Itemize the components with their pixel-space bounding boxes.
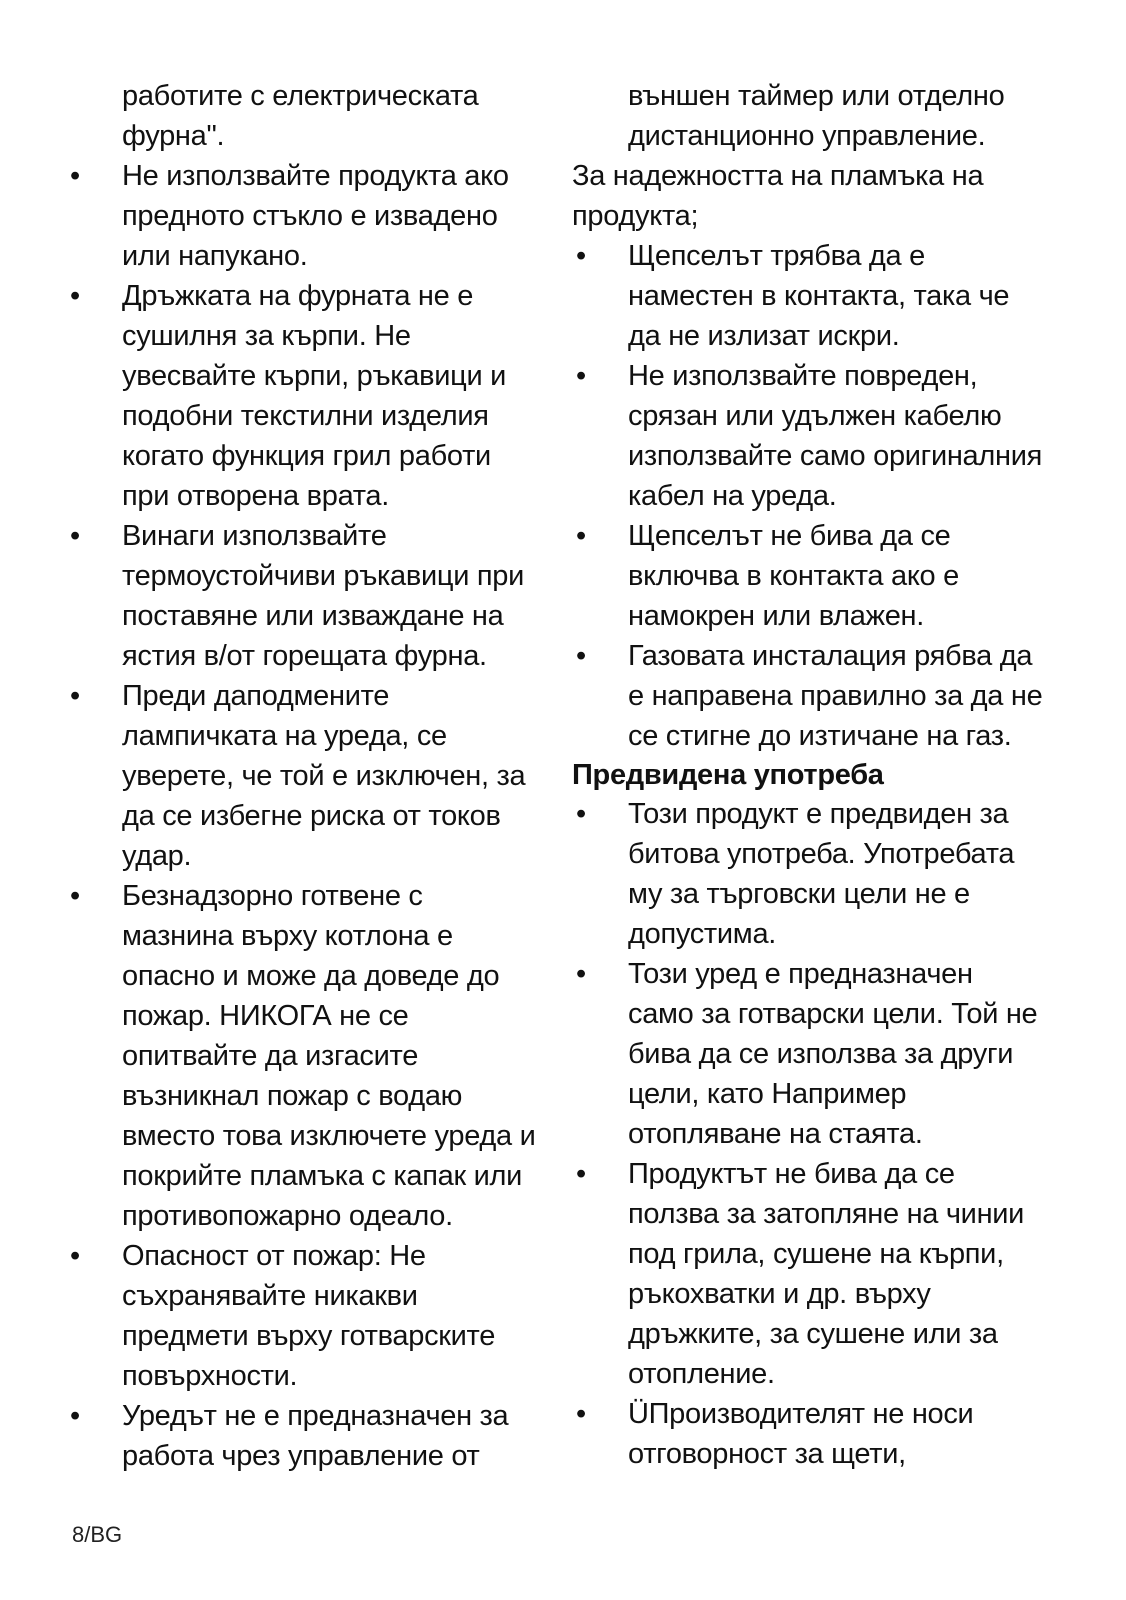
bullet-line: [572, 516, 1072, 556]
bullet-item: [572, 794, 1072, 954]
line-text: бива да се използва за други: [628, 1038, 1014, 1070]
line-text: сушилня за кърпи. Не: [122, 320, 411, 352]
right-column: [572, 76, 1072, 1474]
bullet-line: [66, 1156, 546, 1196]
bullet-line: [66, 1036, 546, 1076]
line-text: Преди даподмените: [122, 680, 390, 712]
bullet-line: [572, 794, 1072, 834]
bullet-line: [66, 1356, 546, 1396]
bullet-marker: •: [576, 798, 586, 830]
line-text: противопожарно одеало.: [122, 1200, 453, 1232]
bullet-line: [572, 1074, 1072, 1114]
line-text: Опасност от пожар: Не: [122, 1240, 426, 1272]
bullet-line: [66, 236, 546, 276]
bullet-line: [66, 836, 546, 876]
bullet-line: [66, 996, 546, 1036]
continuation-text: [572, 76, 1072, 156]
bullet-line: [572, 1034, 1072, 1074]
line-text: уверете, че той е изключен, за: [122, 760, 526, 792]
line-text: наместен в контакта, така че: [628, 280, 1010, 312]
bullet-line: [572, 1154, 1072, 1194]
line-text: подобни текстилни изделия: [122, 400, 489, 432]
bullet-marker: •: [70, 160, 80, 192]
bullet-line: [572, 1114, 1072, 1154]
bullet-marker: •: [576, 640, 586, 672]
bullet-marker: •: [70, 280, 80, 312]
line-text: Продуктът не бива да се: [628, 1158, 955, 1190]
bullet-line: [66, 796, 546, 836]
bullet-marker: •: [576, 240, 586, 272]
paragraph-line: [572, 196, 1072, 236]
bullet-line: [66, 916, 546, 956]
line-text: предното стъкло е извадено: [122, 200, 498, 232]
line-text: да не излизат искри.: [628, 320, 900, 352]
line-text: при отворена врата.: [122, 480, 389, 512]
bullet-item: [572, 516, 1072, 636]
line-text: фурна".: [122, 120, 225, 152]
line-text: покрийте пламъка с капак или: [122, 1160, 523, 1192]
continuation-line: [572, 76, 1072, 116]
line-text: допустима.: [628, 918, 777, 950]
bullet-line: [66, 596, 546, 636]
line-text: работа чрез управление от: [122, 1440, 480, 1472]
line-text: отопление.: [628, 1358, 775, 1390]
section-heading: [572, 756, 1072, 794]
bullet-line: [66, 1436, 546, 1476]
line-text: работите с електрическата: [122, 80, 479, 112]
bullet-line: [66, 1396, 546, 1436]
line-text: термоустойчиви ръкавици при: [122, 560, 524, 592]
bullet-line: [572, 436, 1072, 476]
bullet-line: [572, 716, 1072, 756]
bullet-line: [572, 636, 1072, 676]
line-text: повърхности.: [122, 1360, 298, 1392]
line-text: Газовата инсталация рябва да: [628, 640, 1033, 672]
line-text: опасно и може да доведе до: [122, 960, 500, 992]
bullet-item: [66, 516, 546, 676]
bullet-marker: •: [70, 880, 80, 912]
bullet-line: [66, 396, 546, 436]
paragraph: [572, 156, 1072, 236]
line-text: когато функция грил работи: [122, 440, 491, 472]
line-text: само за готварски цели. Той не: [628, 998, 1038, 1030]
bullet-item: [66, 156, 546, 276]
bullet-line: [66, 1236, 546, 1276]
bullet-line: [572, 676, 1072, 716]
bullet-marker: •: [576, 958, 586, 990]
line-text: ползва за затопляне на чинии: [628, 1198, 1025, 1230]
bullet-line: [572, 316, 1072, 356]
line-text: битова употреба. Употребата: [628, 838, 1015, 870]
bullet-line: [572, 1194, 1072, 1234]
line-text: пожар. НИКОГА не се: [122, 1000, 409, 1032]
line-text: опитвайте да изгасите: [122, 1040, 419, 1072]
line-text: се стигне до изтичане на газ.: [628, 720, 1012, 752]
bullet-line: [572, 874, 1072, 914]
line-text: му за търговски цели не е: [628, 878, 970, 910]
line-text: дръжките, за сушене или за: [628, 1318, 998, 1350]
line-text: използвайте само оригиналния: [628, 440, 1043, 472]
line-text: Винаги използвайте: [122, 520, 387, 552]
bullet-line: [572, 356, 1072, 396]
bullet-line: [572, 834, 1072, 874]
bullet-line: [572, 1394, 1072, 1434]
bullet-line: [66, 156, 546, 196]
bullet-line: [66, 276, 546, 316]
line-text: да се избегне риска от токов: [122, 800, 501, 832]
bullet-line: [572, 1274, 1072, 1314]
line-text: мазнина върху котлона е: [122, 920, 453, 952]
bullet-line: [572, 1234, 1072, 1274]
line-text: Безнадзорно готвене с: [122, 880, 423, 912]
bullet-line: [572, 954, 1072, 994]
line-text: предмети върху готварските: [122, 1320, 496, 1352]
line-text: Не използвайте повреден,: [628, 360, 978, 392]
left-column: [66, 76, 546, 1476]
bullet-line: [66, 196, 546, 236]
bullet-item: [572, 1154, 1072, 1394]
line-text: удар.: [122, 840, 192, 872]
line-text: ÜПроизводителят не носи: [628, 1398, 974, 1430]
line-text: намокрен или влажен.: [628, 600, 924, 632]
line-text: увесвайте кърпи, ръкавици и: [122, 360, 506, 392]
bullet-line: [66, 1316, 546, 1356]
line-text: под грила, сушене на кърпи,: [628, 1238, 1004, 1270]
line-text: За надежността на пламъка на: [572, 160, 984, 192]
bullet-line: [66, 956, 546, 996]
bullet-line: [66, 316, 546, 356]
line-text: Уредът не е предназначен за: [122, 1400, 509, 1432]
bullet-item: [66, 876, 546, 1236]
bullet-marker: •: [576, 520, 586, 552]
heading-text: [572, 756, 1072, 794]
line-text: е направена правилно за да не: [628, 680, 1043, 712]
bullet-line: [572, 276, 1072, 316]
line-text: вместо това изключете уреда и: [122, 1120, 536, 1152]
line-text: продукта;: [572, 200, 699, 232]
line-text: срязан или удължен кабелю: [628, 400, 1002, 432]
bullet-line: [66, 1196, 546, 1236]
bullet-line: [572, 994, 1072, 1034]
line-text: ястия в/от горещата фурна.: [122, 640, 487, 672]
line-text: лампичката на уреда, се: [122, 720, 447, 752]
bullet-line: [66, 556, 546, 596]
line-text: Щепселът не бива да се: [628, 520, 951, 552]
line-text: Предвидена употреба: [572, 759, 884, 791]
bullet-line: [572, 476, 1072, 516]
bullet-marker: •: [70, 1240, 80, 1272]
line-text: или напукано.: [122, 240, 308, 272]
bullet-item: [572, 1394, 1072, 1474]
line-text: поставяне или изваждане на: [122, 600, 504, 632]
line-text: включва в контакта ако е: [628, 560, 959, 592]
line-text: кабел на уреда.: [628, 480, 837, 512]
line-text: отопляване на стаята.: [628, 1118, 923, 1150]
bullet-item: [572, 356, 1072, 516]
bullet-line: [572, 914, 1072, 954]
bullet-line: [572, 1314, 1072, 1354]
bullet-item: [66, 676, 546, 876]
bullet-line: [572, 1434, 1072, 1474]
bullet-line: [66, 876, 546, 916]
bullet-line: [66, 1116, 546, 1156]
bullet-line: [66, 1276, 546, 1316]
line-text: дистанционно управление.: [628, 120, 986, 152]
continuation-text: [66, 76, 546, 156]
bullet-item: [572, 954, 1072, 1154]
line-text: възникнал пожар с водаю: [122, 1080, 463, 1112]
line-text: Дръжката на фурната не е: [122, 280, 474, 312]
bullet-marker: •: [70, 680, 80, 712]
line-text: ръкохватки и др. върху: [628, 1278, 931, 1310]
line-text: съхранявайте никакви: [122, 1280, 418, 1312]
bullet-item: [66, 276, 546, 516]
line-text: Щепселът трябва да е: [628, 240, 925, 272]
line-text: цели, като Например: [628, 1078, 907, 1110]
bullet-item: [66, 1236, 546, 1396]
page-number: 8/BG: [72, 1522, 123, 1547]
line-text: Не използвайте продукта ако: [122, 160, 509, 192]
bullet-line: [66, 436, 546, 476]
bullet-item: [572, 636, 1072, 756]
bullet-item: [572, 236, 1072, 356]
continuation-line: [66, 116, 546, 156]
bullet-line: [572, 1354, 1072, 1394]
line-text: Този уред е предназначен: [628, 958, 973, 990]
bullet-marker: •: [576, 1158, 586, 1190]
paragraph-line: [572, 156, 1072, 196]
bullet-marker: •: [576, 360, 586, 392]
bullet-marker: •: [70, 520, 80, 552]
line-text: отговорност за щети,: [628, 1438, 906, 1470]
continuation-line: [572, 116, 1072, 156]
bullet-line: [66, 676, 546, 716]
bullet-item: [66, 1396, 546, 1476]
bullet-marker: •: [576, 1398, 586, 1430]
bullet-line: [66, 476, 546, 516]
bullet-line: [66, 636, 546, 676]
bullet-marker: •: [70, 1400, 80, 1432]
bullet-line: [66, 756, 546, 796]
bullet-line: [66, 716, 546, 756]
bullet-line: [572, 236, 1072, 276]
continuation-line: [66, 76, 546, 116]
bullet-line: [572, 396, 1072, 436]
bullet-line: [66, 1076, 546, 1116]
bullet-line: [572, 596, 1072, 636]
line-text: Този продукт е предвиден за: [628, 798, 1009, 830]
bullet-line: [66, 356, 546, 396]
bullet-line: [572, 556, 1072, 596]
line-text: външен таймер или отделно: [628, 80, 1005, 112]
bullet-line: [66, 516, 546, 556]
